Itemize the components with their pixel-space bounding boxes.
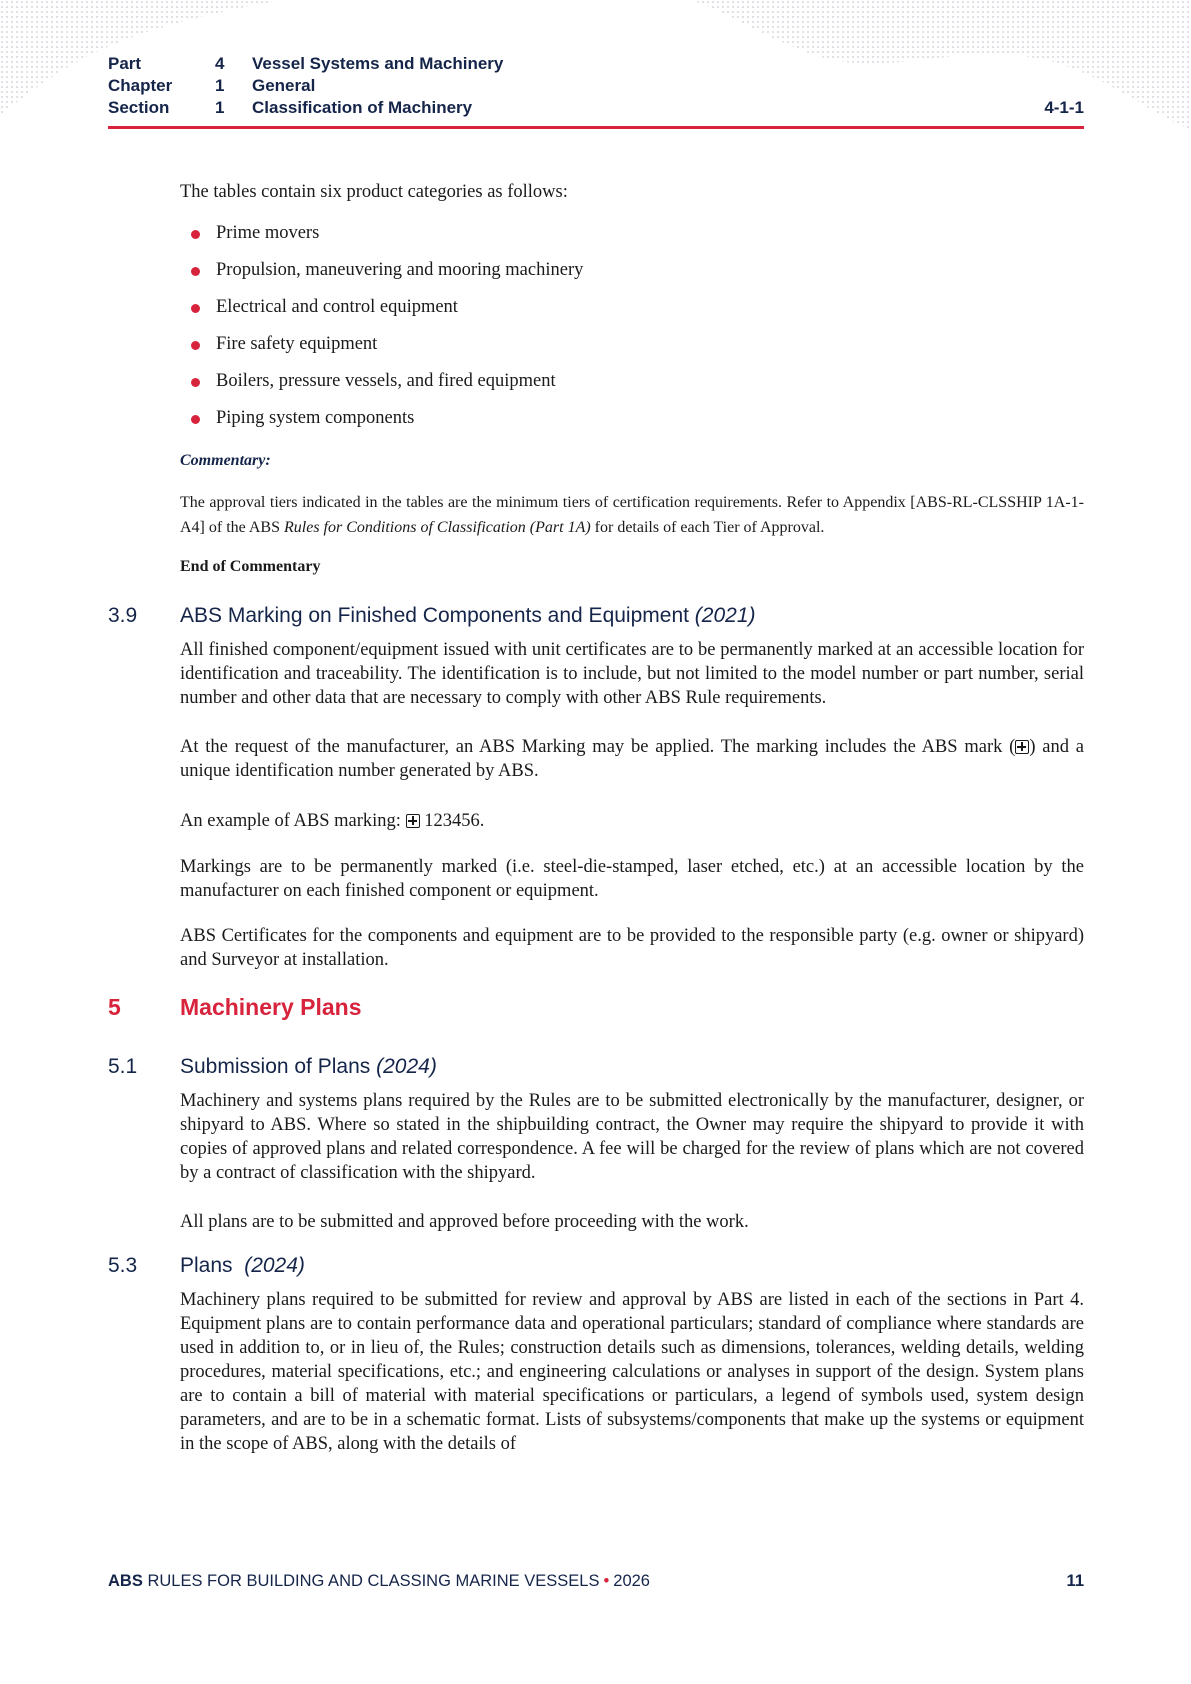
section-5-3-number: 5.3 [108,1254,138,1277]
product-category-list [180,221,583,443]
page-header [108,53,1084,119]
paragraph-text: ) and a unique identification number generated by ABS. [180,737,1084,781]
part-title: Vessel Systems and Machinery [252,54,504,73]
list-item [180,332,583,369]
end-of-commentary: End of Commentary [180,558,321,575]
section-5-number: 5 [108,994,121,1020]
chapter-label: Chapter [108,76,173,95]
section-5-1-title-text: Submission of Plans [180,1055,371,1078]
section-3-9-paragraph-3 [180,809,1084,833]
section-5-1-number: 5.1 [108,1055,138,1078]
commentary-text-part: The approval tiers indicated in the tables are the minimum tiers of certification requirements. Refer to Appendix [ABS-RL-CLSSHIP 1A-1-A4] of the ABS [180,494,1084,536]
list-item-text: Piping system components [216,408,415,428]
list-item [180,406,583,443]
section-title: Classification of Machinery [252,98,473,117]
header-rule [108,126,1084,129]
bullet-dot-icon [191,341,200,350]
section-3-9-title [180,604,756,628]
section-5-title: Machinery Plans [180,994,362,1020]
bullet-dot-icon [191,378,200,387]
section-5-3-year: (2024) [244,1254,305,1277]
list-item [180,221,583,258]
list-item [180,258,583,295]
commentary-text-part: for details of each Tier of Approval. [590,519,825,536]
part-number: 4 [215,54,225,73]
list-item-text: Prime movers [216,223,320,243]
list-item [180,295,583,332]
part-label: Part [108,54,142,73]
footer-separator: • [603,1572,610,1590]
section-reference: 4-1-1 [1044,98,1084,117]
section-label: Section [108,98,170,117]
footer-title: RULES FOR BUILDING AND CLASSING MARINE VESSELS [147,1572,600,1590]
list-item-text: Boilers, pressure vessels, and fired equipment [216,371,556,391]
chapter-number: 1 [215,76,225,95]
paragraph-text: 123456. [419,811,485,831]
section-5-1-paragraph-1: Machinery and systems plans required by the Rules are to be submitted electronically by the manufacturer, designer, or shipyard to ABS. Where so stated in the shipbuilding contract, the Owner may require the shipyard to provide it with copies of approved plans and related correspondence. A fee will be charged for the review of plans which are not covered by a contract of classification with the shipyard. [180,1091,1084,1183]
page-number: 11 [1066,1572,1084,1590]
footer-brand: ABS [108,1572,143,1590]
commentary-text [180,490,1084,540]
list-item-text: Propulsion, maneuvering and mooring machinery [216,260,584,280]
paragraph-text: An example of ABS marking: [180,811,406,831]
section-3-9-paragraph-2 [180,735,1084,783]
abs-mark-icon [406,814,420,828]
section-3-9-year: (2021) [694,604,756,627]
paragraph-text: At the request of the manufacturer, an ABS Marking may be applied. The marking includes the ABS mark ( [180,737,1016,757]
page-footer [108,1572,1084,1596]
bullet-dot-icon [191,415,200,424]
section-5-3-title-text: Plans [180,1254,233,1277]
section-3-9-number: 3.9 [108,604,138,627]
section-number: 1 [215,98,225,117]
commentary-rules-reference: Rules for Conditions of Classification (Part 1A) [284,519,591,536]
list-item [180,369,583,406]
header-section-row [108,97,1084,119]
section-3-9-paragraph-1: All finished component/equipment issued with unit certificates are to be permanently marked at an accessible location for identification and traceability. The identification is to include, but not limited to the model number or part number, serial number and other data that are necessary to comply with other ABS Rule requirements. [180,640,1084,708]
section-5-1-year: (2024) [376,1055,437,1078]
section-5-1-paragraph-2: All plans are to be submitted and approved before proceeding with the work. [180,1212,749,1232]
commentary-label: Commentary: [180,452,271,469]
section-5-1-title [180,1055,437,1079]
list-item-text: Fire safety equipment [216,334,378,354]
section-3-9-title-text: ABS Marking on Finished Components and Equipment [180,604,689,627]
bullet-dot-icon [191,267,200,276]
section-3-9-paragraph-5: ABS Certificates for the components and equipment are to be provided to the responsible party (e.g. owner or shipyard) and Surveyor at installation. [180,926,1084,970]
bullet-dot-icon [191,304,200,313]
section-5-3-title [180,1254,305,1278]
abs-mark-icon [1015,740,1029,754]
header-part-row [108,53,1084,75]
intro-paragraph: The tables contain six product categories as follows: [180,182,568,202]
list-item-text: Electrical and control equipment [216,297,458,317]
bullet-dot-icon [191,230,200,239]
chapter-title: General [252,76,316,95]
section-5-3-paragraph-1: Machinery plans required to be submitted for review and approval by ABS are listed in each of the sections in Part 4. Equipment plans are to contain performance data and operational particulars; standard of compliance where standards are used in addition to, or in lieu of, the Rules; construction details such as dimensions, tolerances, welding details, welding procedures, material specifications, etc.; and engineering calculations or analyses in support of the design. System plans are to contain a bill of material with material specifications or particulars, a legend of symbols used, system design parameters, and are to be in a schematic format. Lists of subsystems/components that make up the systems or equipment in the scope of ABS, along with the details of [180,1290,1084,1454]
section-3-9-paragraph-4: Markings are to be permanently marked (i.e. steel-die-stamped, laser etched, etc.) at an accessible location by the manufacturer on each finished component or equipment. [180,857,1084,901]
footer-year: 2026 [613,1572,650,1590]
header-chapter-row [108,75,1084,97]
